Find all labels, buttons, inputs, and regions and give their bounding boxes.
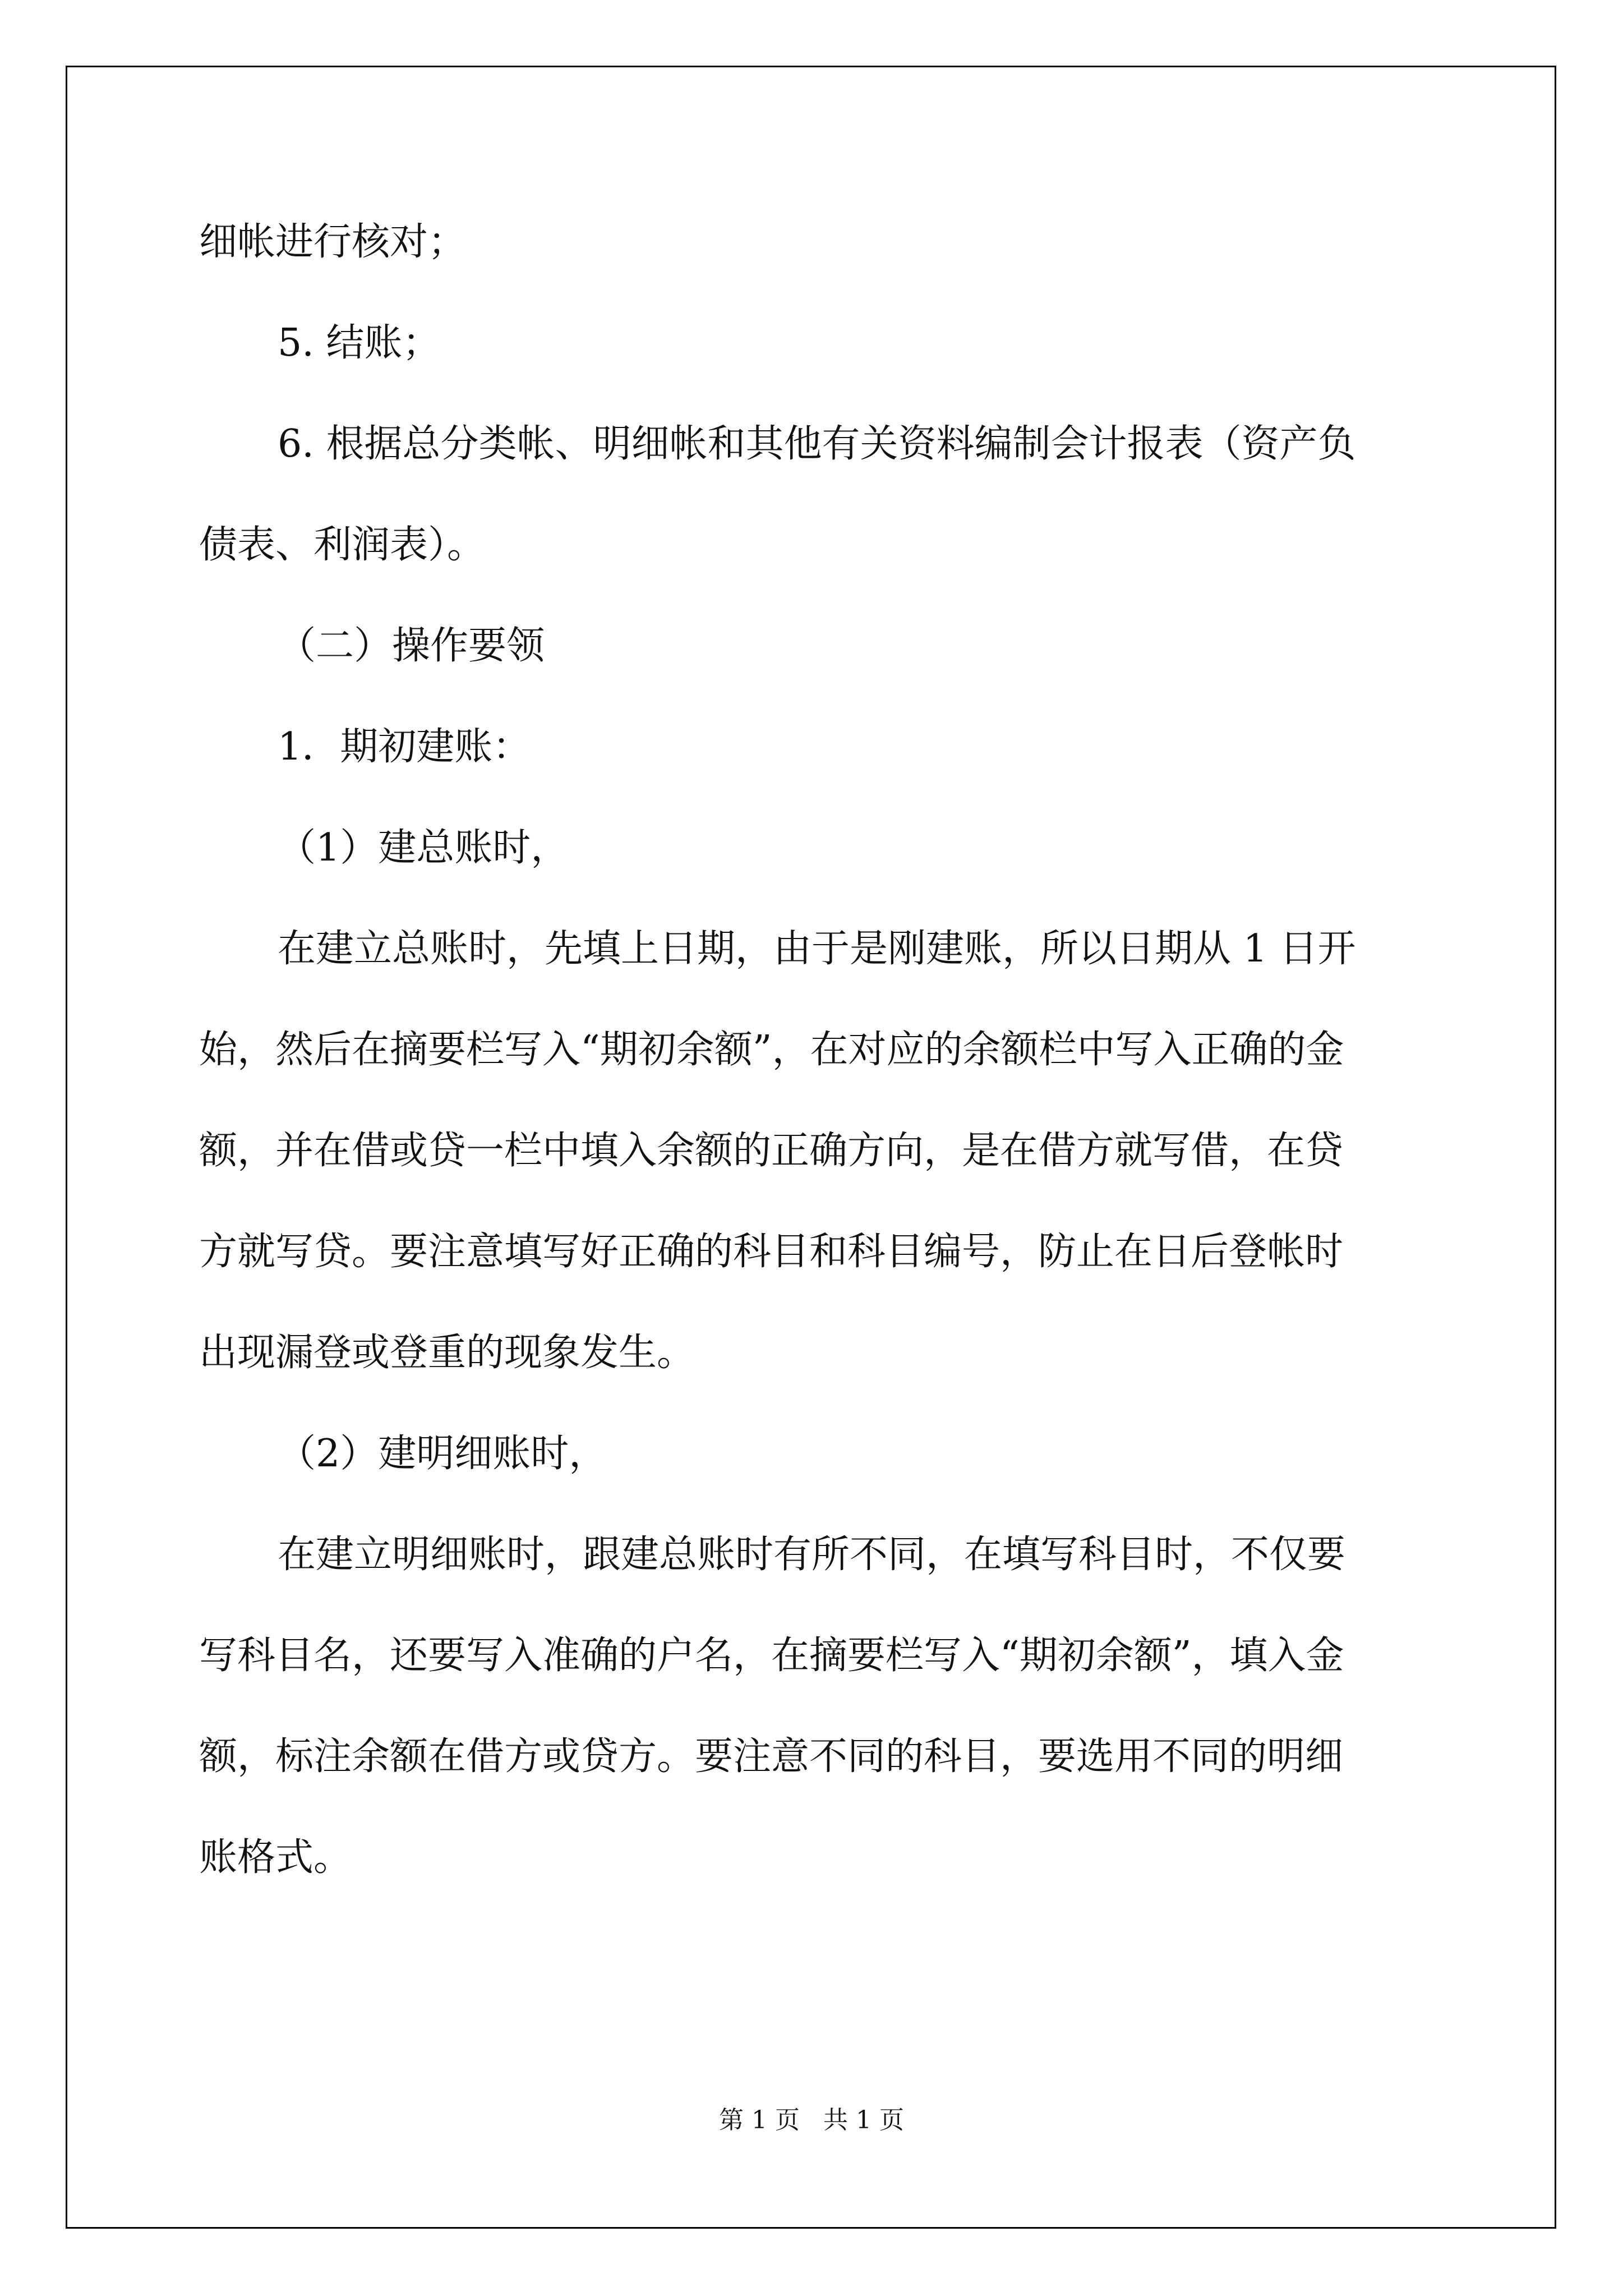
text-line-11: 方就写贷。要注意填写好正确的科目和科目编号，防止在日后登帐时 [199, 1230, 1344, 1274]
text-line-14: 在建立明细账时，跟建总账时有所不同，在填写科目时，不仅要 [278, 1533, 1346, 1577]
text-line-12: 出现漏登或登重的现象发生。 [199, 1331, 695, 1375]
subheading-1: （1）建总账时， [278, 826, 569, 870]
text-line-4: 债表、利润表）。 [199, 523, 486, 567]
text-line-17: 账格式。 [199, 1835, 352, 1880]
text-line-8: 在建立总账时，先填上日期，由于是刚建账，所以日期从 1 日开 [278, 927, 1356, 971]
text-line-2: 5. 结账； [278, 321, 441, 365]
text-line-6: 1．期初建账： [278, 725, 531, 769]
subheading-2: （2）建明细账时， [278, 1432, 607, 1476]
page-footer: 第 1 页 共 1 页 [719, 2106, 904, 2134]
text-line-10: 额，并在借或贷一栏中填入余额的正确方向，是在借方就写借，在贷 [199, 1129, 1344, 1173]
text-line-9: 始，然后在摘要栏写入“期初余额”，在对应的余额栏中写入正确的金 [199, 1028, 1344, 1072]
text-line-16: 额，标注余额在借方或贷方。要注意不同的科目，要选用不同的明细 [199, 1734, 1344, 1779]
section-heading: （二）操作要领 [278, 624, 545, 668]
text-line-3: 6. 根据总分类帐、明细帐和其他有关资料编制会计报表（资产负 [278, 422, 1356, 466]
text-line-1: 细帐进行核对； [199, 220, 467, 264]
text-line-15: 写科目名，还要写入准确的户名，在摘要栏写入“期初余额”，填入金 [199, 1634, 1344, 1678]
